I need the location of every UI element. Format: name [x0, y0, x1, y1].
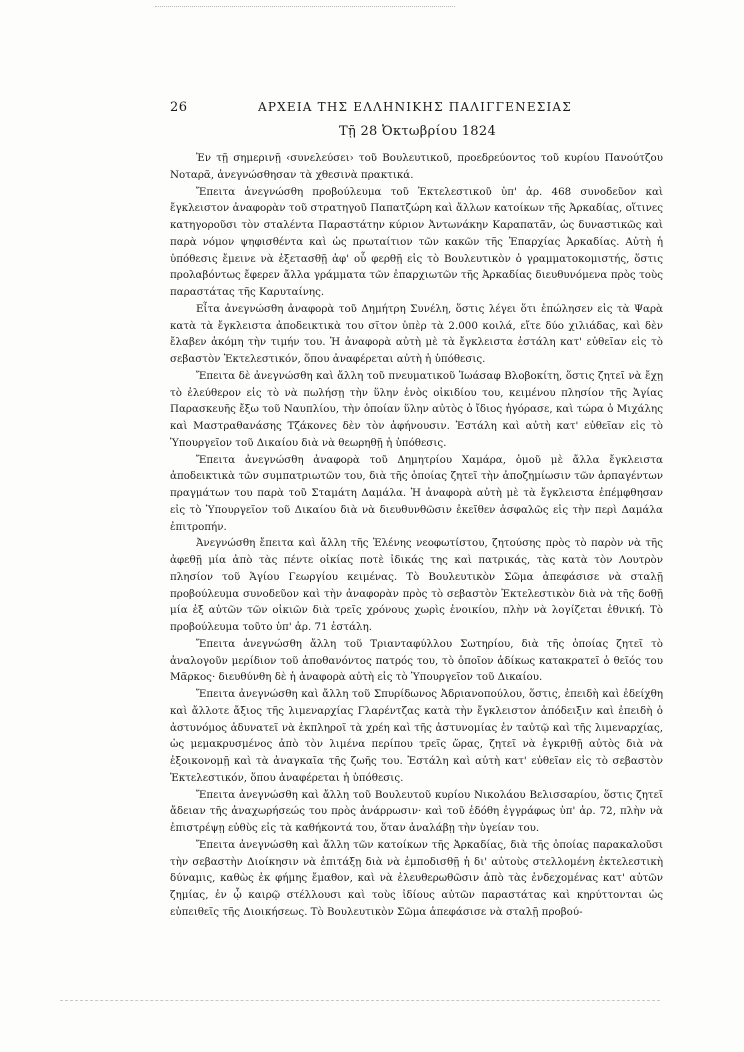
paragraph: Ἔπειτα ἀνεγνώσθη καὶ ἄλλη τοῦ Βουλευτοῦ κυρίου Νικολάου Βελισσαρίου, ὅστις ζητεῖ ἄδειαν τῆς ἀναχωρήσεώς του πρὸς ἀνάρρωσιν· καὶ τοῦ ἐδόθη ἐγγράφως ὑπ' ἀρ. 72, πλὴν νὰ ἐπιστρέψῃ εὐθὺς εἰς τὰ καθήκοντά του, ὅταν ἀναλάβῃ τὴν ὑγείαν του.	[170, 788, 663, 834]
paragraph: Ἔπειτα ἀνεγνώσθη προβούλευμα τοῦ Ἐκτελεστικοῦ ὑπ' ἀρ. 468 συνοδεῦον καὶ ἔγκλειστον ἀναφορὰν τοῦ στρατηγοῦ Παπατζώρη καὶ ἄλλων κατοίκων τῆς Ἀρκαδίας, οἵτινες κατηγοροῦσι τὸν σταλέντα Παραστάτην κύριον Ἀντωνάκην Καραπατᾶν, ὡς δυναστικῶς καὶ παρὰ νόμον ψηφισθέντα καὶ ὡς πρωταίτιον τῶν κακῶν τῆς Ἐπαρχίας Ἀρκαδίας. Αὐτὴ ἡ ὑπόθεσις ἔμεινε νὰ ἐξετασθῇ ἀφ' οὗ φερθῇ εἰς τὸ Βουλευτικὸν ὁ γραμματοκομιστής, ὅστις προλαβόντως ἔφερεν ἄλλα γράμματα τῶν ἐπαρχιωτῶν τῆς Ἀρκαδίας διευθυνόμενα πρὸς τοὺς παραστάτας τῆς Καρυταίνης.	[170, 185, 663, 298]
paragraph: Ἐν τῇ σημερινῇ ‹συνελεύσει› τοῦ Βουλευτικοῦ, προεδρεύοντος τοῦ κυρίου Πανούτζου Νοταρᾶ, ἀνεγνώσθησαν τὰ χθεσινὰ πρακτικά.	[170, 152, 663, 181]
paragraph: Ἔπειτα δὲ ἀνεγνώσθη καὶ ἄλλη τοῦ πνευματικοῦ Ἰωάσαφ Βλοβοκίτη, ὅστις ζητεῖ νὰ ἔχῃ τὸ ἐλεύθερον εἰς τὸ νὰ πωλήσῃ τὴν ὕλην ἑνὸς οἰκιδίου του, κειμένου πλησίον τῆς Ἁγίας Παρασκευῆς ἔξω τοῦ Ναυπλίου, τὴν ὁποίαν ὕλην αὐτὸς ὁ ἴδιος ἠγόρασε, καὶ τώρα ὁ Μιχάλης καὶ Μαστραθανάσης Τζάκονες δὲν τὸν ἀφήνουσιν. Ἐστάλη καὶ αὐτὴ κατ' εὐθεῖαν εἰς τὸ Ὑπουργεῖον τοῦ Δικαίου διὰ νὰ θεωρηθῇ ἡ ὑπόθεσις.	[170, 369, 663, 449]
page-number: 26	[170, 100, 188, 115]
body-text	[170, 150, 663, 921]
paragraph: Ἔπειτα ἀνεγνώσθη καὶ ἄλλη τῶν κατοίκων τῆς Ἀρκαδίας, διὰ τῆς ὁποίας παρακαλοῦσι τὴν σεβαστὴν Διοίκησιν νὰ ἐπιτάξῃ διὰ νὰ ἐμποδισθῇ ἡ δι' αὐτοὺς στελλομένη ἐκτελεστικὴ δύναμις, καθὼς ἐκ φήμης ἔμαθον, καὶ νὰ ἐλευθερωθῶσιν ἀπὸ τὰς ἐνδεχομένας κατ' αὐτῶν ζημίας, ἐν ᾧ καιρῷ στέλλουσι καὶ τοὺς ἰδίους αὐτῶν παραστάτας καὶ κηρύττονται ὡς εὐπειθεῖς τῆς Διοικήσεως. Τὸ Βουλευτικὸν Σῶμα ἀπεφάσισε νὰ σταλῇ προβού-	[170, 838, 663, 918]
paragraph: Ἀνεγνώσθη ἔπειτα καὶ ἄλλη τῆς Ἑλένης νεοφωτίστου, ζητούσης πρὸς τὸ παρὸν νὰ τῆς ἀφεθῇ μία ἀπὸ τὰς πέντε οἰκίας ποτὲ ἰδικάς της καὶ πατρικάς, τὰς κατὰ τὸν Λουτρὸν πλησίον τοῦ Ἁγίου Γεωργίου κειμένας. Τὸ Βουλευτικὸν Σῶμα ἀπεφάσισε νὰ σταλῇ προβούλευμα συνοδεῦον καὶ τὴν ἀναφορὰν πρὸς τὸ σεβαστὸν Ἐκτελεστικὸν διὰ νὰ τῆς δοθῇ μία ἐξ αὐτῶν τῶν οἰκιῶν διὰ τρεῖς χρόνους χωρὶς ἐνοικίου, πλὴν νὰ λογίζεται ἐθνική. Τὸ προβούλευμα τοῦτο ὑπ' ἀρ. 71 ἐστάλη.	[170, 537, 663, 633]
running-head: ΑΡΧΕΙΑ ΤΗΣ ΕΛΛΗΝΙΚΗΣ ΠΑΛΙΓΓΕΝΕΣΙΑΣ	[258, 100, 572, 114]
paragraph: Ἔπειτα ἀνεγνώσθη ἀναφορὰ τοῦ Δημητρίου Χαμάρα, ὁμοῦ μὲ ἄλλα ἔγκλειστα ἀποδεικτικὰ τῶν συμπατριωτῶν του, διὰ τῆς ὁποίας ζητεῖ τὴν ἀποζημίωσιν τῶν ἁρπαγέντων πραγμάτων του παρὰ τοῦ Σταμάτη Δαμάλα. Ἡ ἀναφορὰ αὐτὴ μὲ τὰ ἔγκλειστα ἐπέμφθησαν εἰς τὸ Ὑπουργεῖον τοῦ Δικαίου διὰ νὰ διευθυνθῶσιν ἐκεῖθεν ἀσφαλῶς εἰς τὴν περὶ Δαμάλα ἐπιτροπήν.	[170, 453, 663, 533]
paragraph: Ἔπειτα ἀνεγνώσθη ἄλλη τοῦ Τριανταφύλλου Σωτηρίου, διὰ τῆς ὁποίας ζητεῖ τὸ ἀναλογοῦν μερίδιον τοῦ ἀποθανόντος πατρός του, τὸ ὁποῖον ἀδίκως κατακρατεῖ ὁ θεῖός του Μᾶρκος· διευθύνθη δὲ ἡ ἀναφορὰ αὐτὴ εἰς τὸ Ὑπουργεῖον τοῦ Δικαίου.	[170, 637, 663, 684]
scan-edge-mark	[155, 6, 455, 13]
scan-edge-mark	[60, 1000, 660, 1001]
paragraph: Εἶτα ἀνεγνώσθη ἀναφορὰ τοῦ Δημήτρη Συνέλη, ὅστις λέγει ὅτι ἐπώλησεν εἰς τὰ Ψαρὰ κατὰ τὰ ἔγκλειστα ἀποδεικτικὰ του σῖτον ὑπὲρ τὰ 2.000 κοιλά, εἴτε δύο χιλιάδας, καὶ δὲν ἔλαβεν ἀκόμη τὴν τιμήν του. Ἡ ἀναφορὰ αὐτὴ μὲ τὰ ἔγκλειστα ἐστάλη κατ' εὐθεῖαν εἰς τὸ σεβαστὸν Ἐκτελεστικόν, ὅπου ἀναφέρεται αὐτὴ ἡ ὑπόθεσις.	[170, 302, 663, 365]
paragraph: Ἔπειτα ἀνεγνώσθη καὶ ἄλλη τοῦ Σπυρίδωνος Ἀδριανοπούλου, ὅστις, ἐπειδὴ καὶ ἐδείχθη καὶ ἄλλοτε ἄξιος τῆς λιμεναρχίας Γλαρέντζας κατὰ τὴν ἔγκλειστον ἀπόδειξιν καὶ ἐπειδὴ ὁ ἀστυνόμος ἀδυνατεῖ νὰ ἐκπληροῖ τὰ χρέη καὶ τῆς ἀστυνομίας ἐν ταὐτῷ καὶ τῆς λιμεναρχίας, ὡς μεμακρυσμένος ἀπὸ τὸν λιμένα περίπου τρεῖς ὥρας, ζητεῖ νὰ ἐγκριθῇ αὐτὸς διὰ νὰ ἐξοικονομῇ καὶ τὰ ἀναγκαῖα τῆς ζωῆς του. Ἐστάλη καὶ αὐτὴ κατ' εὐθεῖαν εἰς τὸ σεβαστὸν Ἐκτελεστικόν, ὅπου ἀναφέρεται ἡ ὑπόθεσις.	[170, 688, 663, 784]
session-date: Τῇ 28 Ὀκτωβρίου 1824	[338, 124, 497, 139]
